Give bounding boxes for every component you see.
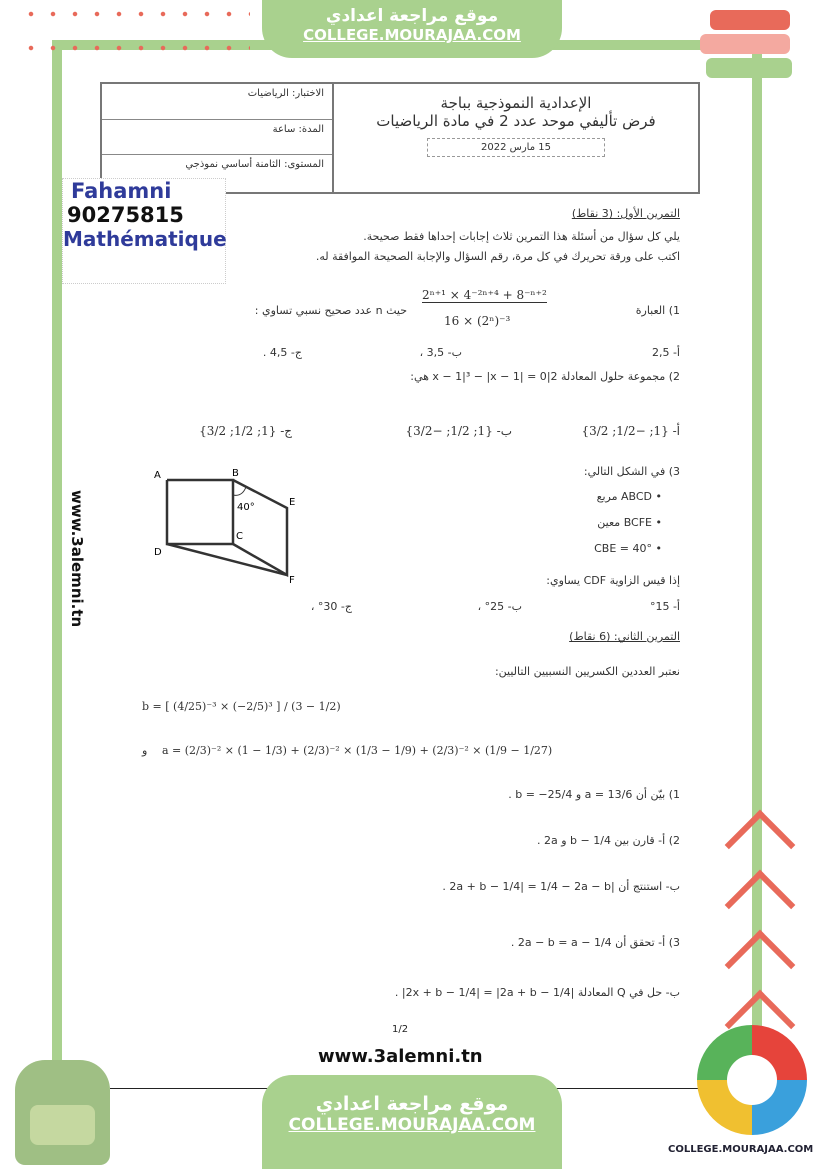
- ex2-intro: نعتبر العددين الكسريين النسبيين التاليين:: [494, 665, 680, 678]
- page-number: 1/2: [392, 1024, 409, 1035]
- footer-url[interactable]: www.3alemni.tn: [318, 1046, 483, 1067]
- fahamni-stamp: [62, 178, 226, 284]
- q3-label: 3) في الشكل التالي:: [583, 465, 680, 478]
- q3-question: إذا قيس الزاوية CDF يساوي:: [546, 574, 680, 587]
- stamp-line: Mathématique: [63, 227, 227, 251]
- geometry-figure: [152, 465, 302, 585]
- q3-option-c: ج- 30° ،: [310, 600, 352, 613]
- exam-date: 15 مارس 2022: [427, 138, 605, 157]
- q1-option-a: أ- 2,5: [651, 346, 680, 359]
- subject: الاختبار: الرياضيات: [102, 84, 332, 120]
- duration: المدة: ساعة: [102, 120, 332, 156]
- exam-title: فرض تأليفي موحد عدد 2 في مادة الرياضيات: [376, 112, 656, 130]
- decorative-dots: [20, 44, 250, 52]
- label-B: B: [232, 468, 239, 479]
- q3-bullet: • BCFE معين: [597, 516, 662, 529]
- stamp-line: Fahamni: [71, 179, 172, 203]
- q1-numerator: 2ⁿ⁺¹ × 4⁻²ⁿ⁺⁴ + 8⁻ⁿ⁺²: [422, 288, 547, 302]
- q1-option-b: ب- 3,5 ،: [419, 346, 462, 359]
- banner-link[interactable]: COLLEGE.MOURAJAA.COM: [288, 1115, 536, 1135]
- ex1-title: التمرين الأول: (3 نقاط): [571, 207, 680, 220]
- level: المستوى: الثامنة أساسي نموذجي: [185, 159, 324, 171]
- banner-arabic: موقع مراجعة اعدادي: [315, 1093, 509, 1115]
- q2-option-b: ب- {1; 1/2; −3/2}: [405, 424, 512, 438]
- angle-label: 40°: [237, 502, 255, 513]
- site-logo: [697, 1025, 807, 1135]
- top-banner[interactable]: [262, 0, 562, 58]
- ex2-q2b: ب- استنتج أن |2a + b − 1/4| = 1/4 − 2a − b .: [442, 880, 680, 893]
- ex2-title: التمرين الثاني: (6 نقاط): [569, 630, 680, 643]
- q3-bullet: • CBE = 40°: [594, 542, 662, 555]
- ex1-intro: يلي كل سؤال من أسئلة هذا التمرين ثلاث إجابات إحداها فقط صحيحة.: [363, 230, 680, 243]
- q2-option-a: أ- {1; −1/2; 3/2}: [581, 424, 680, 438]
- label-E: E: [289, 497, 296, 508]
- q2-option-c: ج- {1; 1/2; 3/2}: [199, 424, 292, 438]
- label-C: C: [236, 531, 243, 542]
- q2-label: 2) مجموعة حلول المعادلة 2|x − 1|³ − |x − 1| = 0 هي:: [410, 370, 680, 383]
- b-expression: b = [ (4/25)⁻³ × (−2/5)³ ] / (3 − 1/2): [142, 700, 341, 713]
- backpack-icon: [15, 1060, 110, 1165]
- ex2-q3b: ب- حل في Q المعادلة |2x + b − 1/4| = |2a + b − 1/4| .: [394, 986, 680, 999]
- a-expression: a = (2/3)⁻² × (1 − 1/3) + (2/3)⁻² × (1/3 − 1/9) + (2/3)⁻² × (1/9 − 1/27): [162, 744, 553, 757]
- side-watermark: www.3alemni.tn: [68, 490, 86, 628]
- banner-arabic: موقع مراجعة اعدادي: [325, 6, 499, 26]
- ex2-q2a: 2) أ- قارن بين 1/4 − b و 2a .: [536, 834, 680, 847]
- q1-label: 1) العبارة: [635, 304, 680, 317]
- q3-bullet: • ABCD مربع: [596, 490, 662, 503]
- q3-option-b: ب- 25° ،: [477, 600, 522, 613]
- label-F: F: [289, 575, 295, 585]
- exam-document: [62, 60, 752, 1080]
- ex1-intro: اكتب على ورقة تحريرك في كل مرة، رقم السؤال والإجابة الصحيحة الموافقة له.: [315, 250, 680, 263]
- ex2-q1: 1) بيّن أن a = 13/6 و b = −25/4 .: [508, 788, 680, 801]
- bottom-banner[interactable]: [262, 1075, 562, 1169]
- logo-text[interactable]: COLLEGE.MOURAJAA.COM: [668, 1144, 814, 1155]
- q3-option-a: أ- 15°: [649, 600, 680, 613]
- stamp-phone: 90275815: [67, 203, 184, 227]
- q1-denominator: 16 × (2ⁿ)⁻³: [444, 314, 511, 328]
- school-name: الإعدادية النموذجية بباجة: [440, 94, 592, 112]
- label-D: D: [154, 547, 162, 558]
- q1-tail: حيث n عدد صحيح نسبي تساوي :: [254, 304, 407, 317]
- and-label: و: [142, 744, 148, 757]
- banner-link[interactable]: COLLEGE.MOURAJAA.COM: [303, 26, 521, 44]
- ex2-q3a: 3) أ- تحقق أن 1/4 − 2a − b = a .: [510, 936, 680, 949]
- decorative-dots: [20, 10, 250, 18]
- label-A: A: [154, 470, 161, 481]
- q1-option-c: ج- 4,5 .: [262, 346, 302, 359]
